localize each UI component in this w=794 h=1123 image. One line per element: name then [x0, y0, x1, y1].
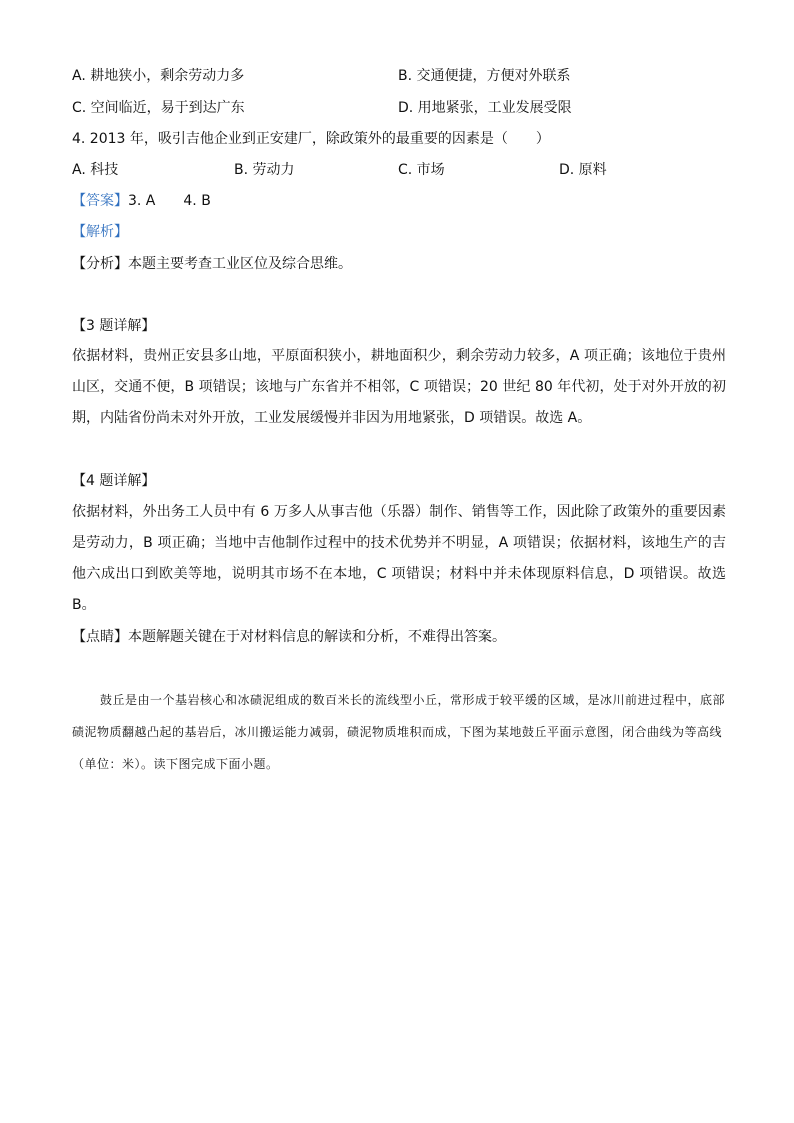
q4-stem: 4. 2013 年，吸引吉他企业到正安建厂，除政策外的最重要的因素是（ ）	[72, 131, 550, 147]
detail4-heading: 【4 题详解】	[72, 473, 156, 489]
q4-option-b: B. 劳动力	[234, 162, 295, 178]
reading-passage: 鼓丘是由一个基岩核心和冰碛泥组成的数百米长的流线型小丘，常形成于较平缓的区域，是冰川前进过程中，底部碛泥物质翻越凸起的基岩后，冰川搬运能力减弱，碛泥物质堆积而成，下图为某地鼓丘平面示意图，闭合曲线为等高线（单位：米）。读下图完成下面小题。	[72, 693, 726, 771]
jiexi-line	[72, 222, 128, 242]
fenxi-text: 本题主要考查工业区位及综合思维。	[128, 256, 352, 272]
fenxi-tag: 【分析】	[72, 256, 128, 272]
q3-option-c: C. 空间临近，易于到达广东	[72, 100, 245, 116]
dianjing-tag: 【点睛】	[72, 629, 128, 645]
q3-option-a: A. 耕地狭小，剩余劳动力多	[72, 68, 245, 84]
q4-option-c: C. 市场	[398, 162, 445, 178]
answer-text: 3. A 4. B	[128, 193, 211, 209]
detail3-paragraph: 依据材料，贵州正安县多山地，平原面积狭小，耕地面积少，剩余劳动力较多，A 项正确；该地位于贵州山区，交通不便，B 项错误；该地与广东省并不相邻，C 项错误；20 世纪 80 年代初，处于对外开放的初期，内陆省份尚未对外开放，工业发展缓慢并非因为用地紧张，D 项错误。故选 A。	[72, 348, 726, 426]
answer-line	[72, 191, 211, 211]
detail4-paragraph: 依据材料，外出务工人员中有 6 万多人从事吉他（乐器）制作、销售等工作，因此除了政策外的重要因素是劳动力，B 项正确；当地中吉他制作过程中的技术优势并不明显，A 项错误；依据材料，该地生产的吉他六成出口到欧美等地，说明其市场不在本地，C 项错误；材料中并未体现原料信息，D 项错误。故选 B。	[72, 504, 726, 613]
dianjing-text: 本题解题关键在于对材料信息的解读和分析，不难得出答案。	[128, 629, 506, 645]
fenxi-line	[72, 254, 352, 274]
answer-tag: 【答案】	[72, 193, 128, 209]
detail3-heading: 【3 题详解】	[72, 318, 156, 334]
q4-option-a: A. 科技	[72, 162, 119, 178]
q4-option-d: D. 原料	[559, 162, 607, 178]
jiexi-tag: 【解析】	[72, 224, 128, 240]
q3-option-d: D. 用地紧张，工业发展受限	[398, 100, 572, 116]
dianjing-line	[72, 627, 506, 647]
q3-option-b: B. 交通便捷，方便对外联系	[398, 68, 571, 84]
